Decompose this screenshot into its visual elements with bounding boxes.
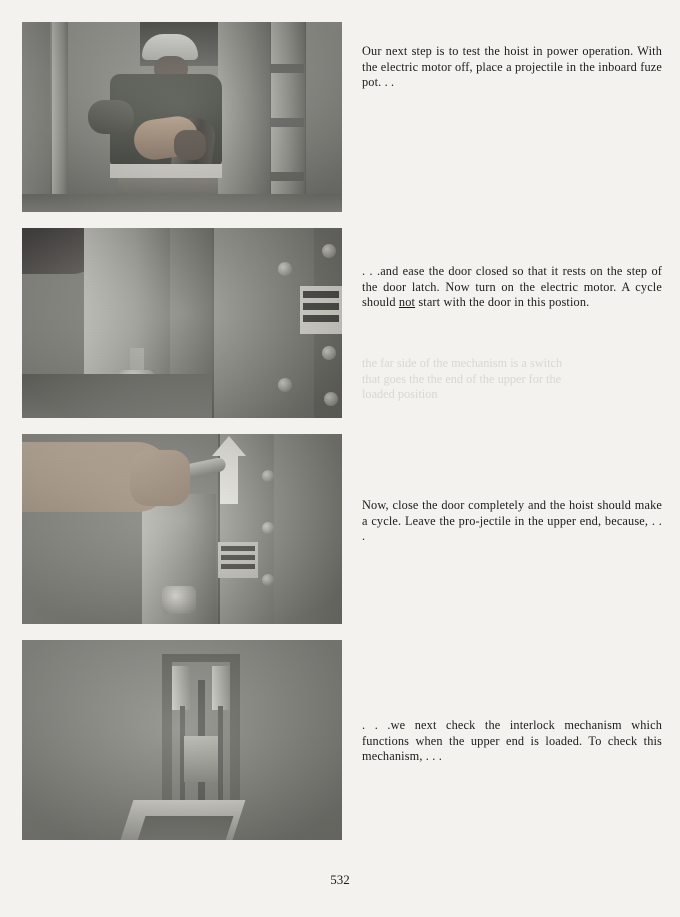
ghost-bleed-text [362, 356, 662, 403]
interlock-frame-right [230, 654, 240, 804]
hoist-door [84, 228, 172, 378]
bolt-head [322, 346, 336, 360]
bolt-head [262, 522, 274, 534]
warning-placard [300, 286, 342, 334]
ghost-line-2: that goes the the end of the upper for the [362, 371, 562, 386]
operator-hand [130, 450, 190, 506]
interlock-cylinder-right [212, 666, 230, 710]
sailor-hand [174, 130, 206, 160]
door-frame [170, 228, 212, 388]
interlock-rod-right [218, 706, 223, 800]
placard-line-2 [221, 555, 255, 560]
bulkhead-panel [22, 22, 50, 212]
hoist-casing-plate [274, 434, 342, 624]
placard-line-3 [303, 315, 339, 322]
loading-tray-interior [134, 816, 233, 840]
warning-placard [218, 542, 258, 578]
figure-4-photo [22, 640, 342, 840]
sailor-left-arm [88, 100, 134, 134]
placard-line-1 [221, 546, 255, 551]
caption-1: Our next step is to test the hoist in power operation. With the electric motor off, place a projectile in the inboard fuze pot. . . [362, 44, 662, 90]
cylinder-band [270, 64, 304, 73]
interlock-cylinder-left [172, 666, 190, 710]
ghost-line-1: the far side of the mechanism is a switch [362, 356, 563, 370]
bolt-head [278, 262, 292, 276]
deck-plate [22, 194, 342, 212]
interlock-plate [184, 736, 218, 782]
caption-2 [362, 264, 662, 311]
placard-line-3 [221, 564, 255, 569]
caption-4: . . .we next check the interlock mechanism which functions when the upper end is loaded. To check this mechanism, . . . [362, 718, 662, 764]
cylinder-band [270, 172, 304, 181]
bolt-head [322, 244, 336, 258]
caption-2-part-a: . . .and ease the door closed so that it rests on the step of the door latch. Now turn on the electric motor. A cycle should [362, 264, 662, 310]
figure-3-photo [22, 434, 342, 624]
page-number: 532 [330, 872, 350, 887]
ghost-line-3: loaded position [362, 387, 438, 402]
figure-2-photo [22, 228, 342, 418]
interlock-crosspiece [162, 654, 240, 662]
hoist-column [218, 22, 270, 212]
bolt-head [324, 392, 338, 406]
bolt-head [262, 470, 274, 482]
sailor-belt [110, 164, 222, 178]
figure-1-photo [22, 22, 342, 212]
lower-shadow [22, 374, 212, 418]
caption-2-emphasis: not [398, 295, 416, 310]
placard-line-2 [303, 303, 339, 310]
bolt-head [262, 574, 274, 586]
caption-3: Now, close the door completely and the hoist should make a cycle. Leave the pro-jectile in the upper end, because, . . . [362, 498, 662, 544]
latch-nut [162, 586, 196, 614]
bolt-head [278, 378, 292, 392]
placard-line-1 [303, 291, 339, 298]
cylinder-band [270, 118, 304, 127]
hoist-casing-plate [212, 228, 314, 418]
hoist-cylinder [270, 22, 306, 212]
caption-2-part-b: start with the door in this postion. [415, 295, 590, 310]
vertical-pipe [52, 22, 68, 212]
interlock-frame-left [162, 654, 172, 804]
